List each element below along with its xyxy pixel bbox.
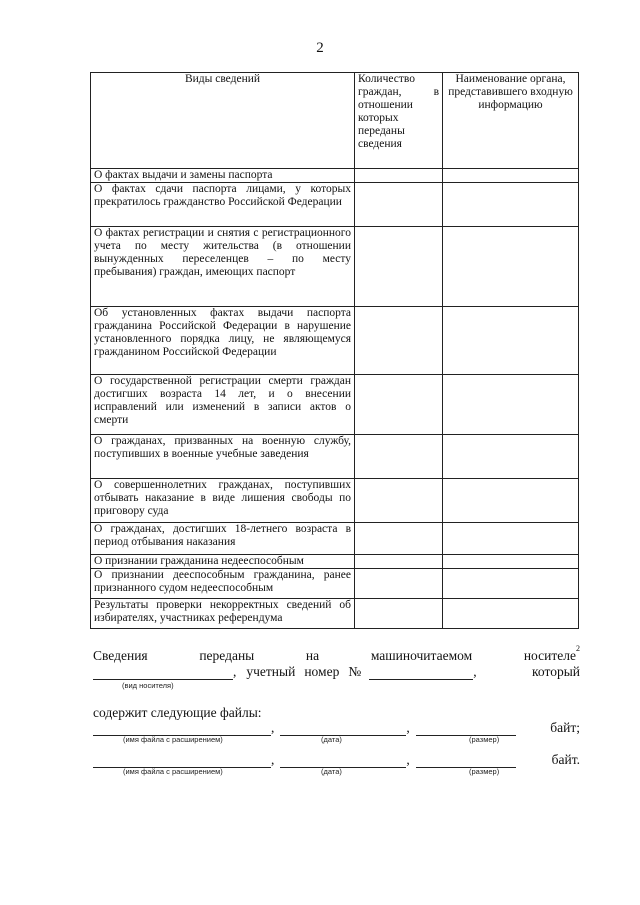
filename-field-2[interactable] (93, 753, 271, 768)
row-label: О государственной регистрации смерти граждан достигших возраста 14 лет, и о внесении исправлений или изменений в записи актов о смерти (91, 375, 355, 435)
header-citizen-count: Количество граждан, в отношении которых переданы сведения (355, 73, 443, 169)
word: машиночитаемом (370, 648, 473, 663)
authority-cell (443, 375, 579, 435)
size-field-1[interactable] (416, 721, 516, 736)
number-sign: № (348, 664, 362, 679)
count-cell (355, 307, 443, 375)
table-row (91, 523, 579, 555)
header-info-type: Виды сведений (91, 73, 355, 169)
media-type-field[interactable] (93, 665, 233, 680)
authority-cell (443, 307, 579, 375)
table-row (91, 375, 579, 435)
row-label: О совершеннолетних гражданах, поступивших отбывать наказание в виде лишения свободы по приговору суда (91, 479, 355, 523)
file-row-2 (93, 752, 580, 768)
comma: , (406, 720, 410, 735)
row-label: О признании гражданина недееспособным (91, 555, 355, 569)
media-type-caption: (вид носителя) (122, 681, 174, 690)
comma: , (473, 664, 477, 679)
filename-field-1[interactable] (93, 721, 271, 736)
header-authority: Наименование органа, представившего входную информацию (443, 73, 579, 169)
count-cell (355, 479, 443, 523)
count-cell (355, 569, 443, 599)
count-cell (355, 599, 443, 629)
row-label: О фактах сдачи паспорта лицами, у которых прекратилось гражданство Российской Федерации (91, 183, 355, 227)
table-row (91, 307, 579, 375)
row-label: О признании дееспособным гражданина, ранее признанного судом недееспособным (91, 569, 355, 599)
row-label: Результаты проверки некорректных сведений об избирателях, участниках референдума (91, 599, 355, 629)
transfer-statement-line (93, 644, 580, 664)
bytes-label: байт. (551, 752, 580, 767)
word: номер (304, 664, 340, 679)
file-row-1 (93, 720, 580, 736)
authority-cell (443, 435, 579, 479)
filename-caption-2: (имя файла с расширением) (123, 767, 223, 776)
word: Сведения (93, 648, 148, 663)
row-label: О гражданах, призванных на военную службу, поступивших в военные учебные заведения (91, 435, 355, 479)
table-header-row (91, 73, 579, 169)
date-field-1[interactable] (280, 721, 406, 736)
authority-cell (443, 183, 579, 227)
row-label: О фактах регистрации и снятия с регистрационного учета по месту жительства (в отношении вынужденных переселенцев – по месту пребывания) граждан, имеющих паспорт (91, 227, 355, 307)
count-cell (355, 227, 443, 307)
page-number: 2 (316, 40, 324, 56)
table-row (91, 599, 579, 629)
bytes-label: байт; (550, 720, 580, 735)
table-row (91, 169, 579, 183)
authority-cell (443, 479, 579, 523)
account-number-field[interactable] (369, 665, 473, 680)
count-cell (355, 523, 443, 555)
word: носителе (523, 648, 576, 663)
table-row (91, 555, 579, 569)
table-row (91, 435, 579, 479)
size-caption-2: (размер) (469, 767, 500, 776)
row-label: О гражданах, достигших 18-летнего возраста в период отбывания наказания (91, 523, 355, 555)
count-cell (355, 183, 443, 227)
authority-cell (443, 523, 579, 555)
table-row (91, 479, 579, 523)
row-label: Об установленных фактах выдачи паспорта гражданина Российской Федерации в нарушение установленного порядка лицу, не являющемуся гражданином Российской Федерации (91, 307, 355, 375)
word: учетный (246, 664, 296, 679)
size-caption-1: (размер) (469, 735, 500, 744)
authority-cell (443, 169, 579, 183)
size-field-2[interactable] (416, 753, 516, 768)
comma: , (271, 752, 275, 767)
table-row (91, 227, 579, 307)
word: который (532, 664, 580, 679)
authority-cell (443, 599, 579, 629)
word-with-footnote (523, 644, 580, 664)
count-cell (355, 555, 443, 569)
word: переданы (199, 648, 255, 663)
table-row (91, 183, 579, 227)
comma: , (233, 664, 237, 679)
count-cell (355, 169, 443, 183)
count-cell (355, 435, 443, 479)
row-label: О фактах выдачи и замены паспорта (91, 169, 355, 183)
date-field-2[interactable] (280, 753, 406, 768)
comma: , (406, 752, 410, 767)
date-caption-1: (дата) (321, 735, 342, 744)
authority-cell (443, 555, 579, 569)
authority-cell (443, 569, 579, 599)
authority-cell (443, 227, 579, 307)
count-cell (355, 375, 443, 435)
comma: , (271, 720, 275, 735)
table-row (91, 569, 579, 599)
media-number-line (93, 664, 580, 680)
date-caption-2: (дата) (321, 767, 342, 776)
footnote-mark: 2 (575, 644, 580, 653)
word: на (305, 648, 320, 663)
info-table (90, 72, 579, 629)
contains-files-line: содержит следующие файлы: (93, 705, 262, 720)
filename-caption-1: (имя файла с расширением) (123, 735, 223, 744)
